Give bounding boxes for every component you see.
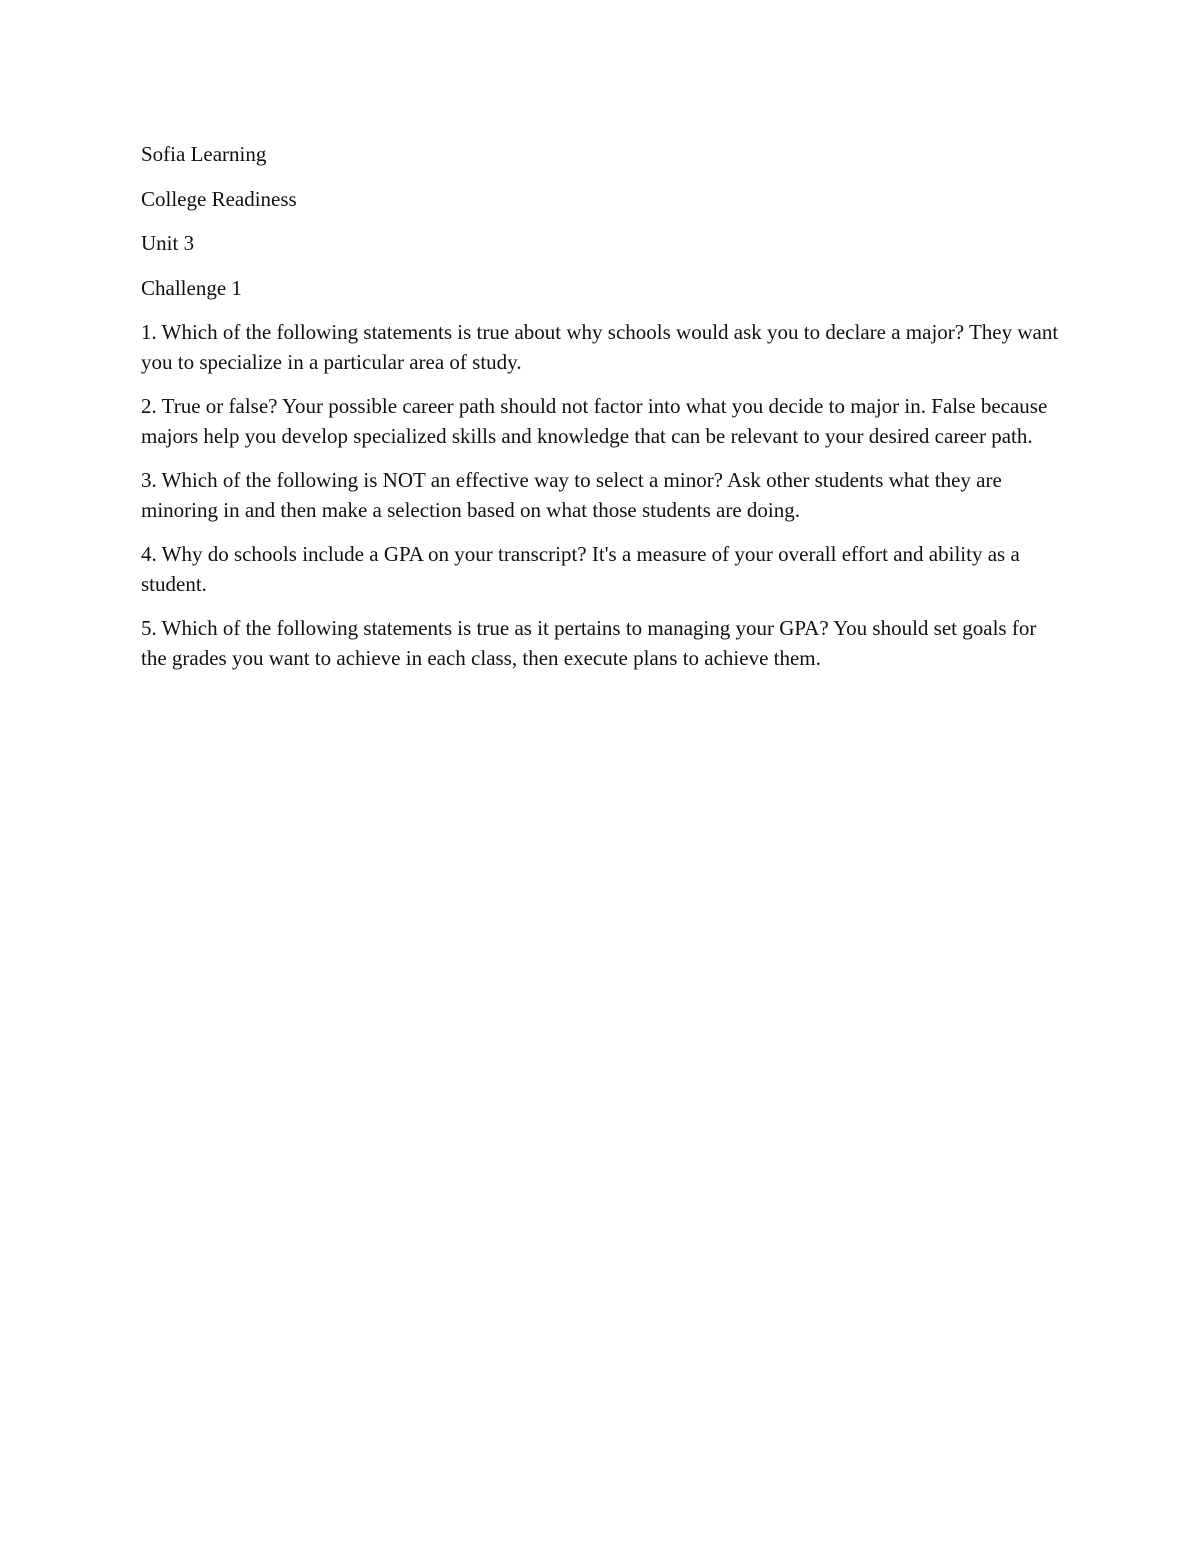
question-answer-4: 4. Why do schools include a GPA on your transcript? It's a measure of your overall effort and ability as a student. <box>141 542 1020 596</box>
question-answer-5: 5. Which of the following statements is true as it pertains to managing your GPA? You should set goals for the grades you want to achieve in each class, then execute plans to achieve them. <box>141 616 1037 670</box>
question-answer-1: 1. Which of the following statements is true about why schools would ask you to declare a major? They want you to specialize in a particular area of study. <box>141 320 1059 374</box>
document-body <box>141 140 1061 688</box>
question-answer-3: 3. Which of the following is NOT an effective way to select a minor? Ask other students what they are minoring in and then make a selection based on what those students are doing. <box>141 468 1002 522</box>
header-line-organization: Sofia Learning <box>141 142 267 166</box>
header-line-course: College Readiness <box>141 186 297 211</box>
question-answer-2: 2. True or false? Your possible career path should not factor into what you decide to major in. False because majors help you develop specialized skills and knowledge that can be relevant to your desired career path. <box>141 394 1048 448</box>
header-line-challenge: Challenge 1 <box>141 275 242 300</box>
header-line-unit: Unit 3 <box>141 231 195 255</box>
